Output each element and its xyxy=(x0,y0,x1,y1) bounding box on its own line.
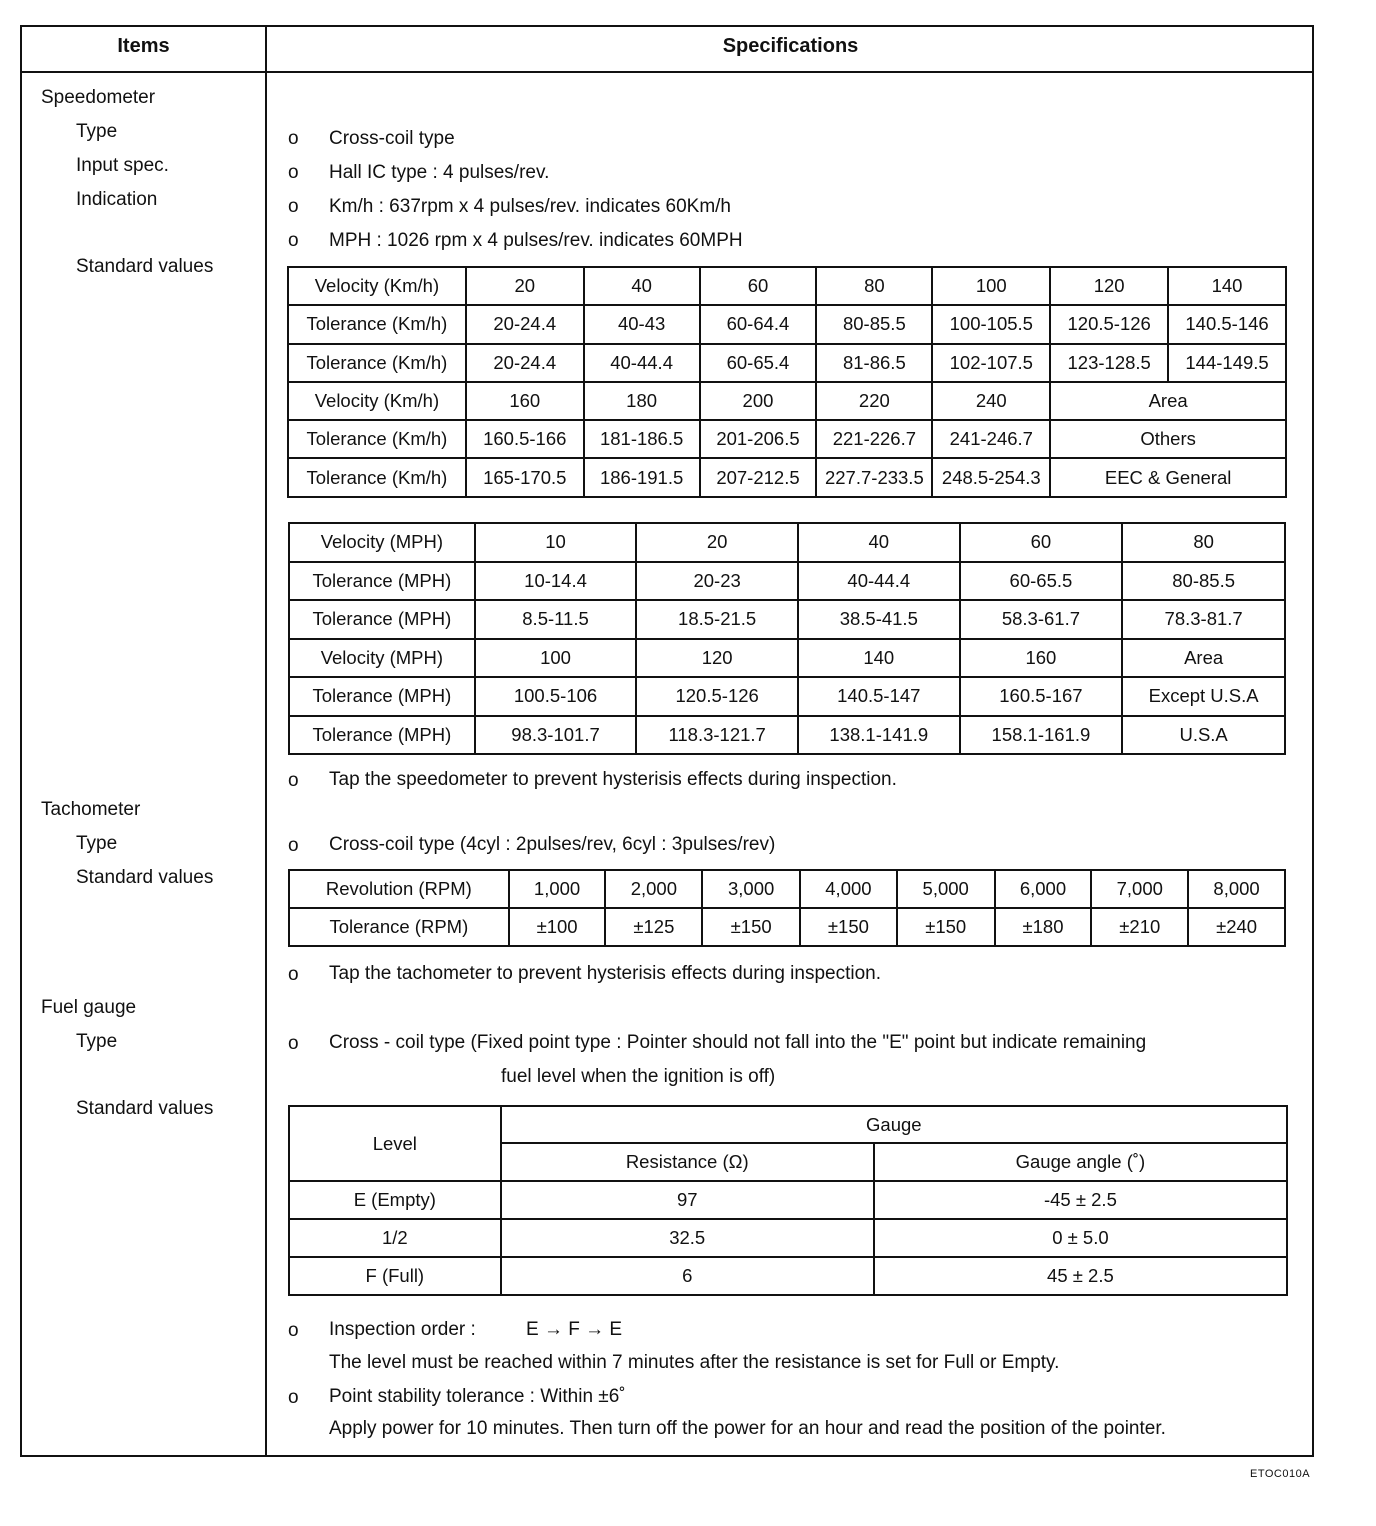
table-cell: 207-212.5 xyxy=(700,458,817,496)
table-cell: 10-14.4 xyxy=(475,562,637,601)
table-cell: 180 xyxy=(584,382,700,420)
angle-cell: 45 ± 2.5 xyxy=(874,1257,1287,1295)
table-cell: Area xyxy=(1122,639,1285,678)
bullet: o xyxy=(288,1033,299,1054)
table-cell: 201-206.5 xyxy=(700,420,817,458)
table-cell: 100-105.5 xyxy=(932,305,1050,343)
table-cell: Others xyxy=(1050,420,1286,458)
table-cell: 100 xyxy=(475,639,637,678)
fuel-level-cell: F (Full) xyxy=(289,1257,501,1295)
figure-code: ETOC010A xyxy=(1250,1468,1311,1480)
table-row xyxy=(289,639,1285,678)
table-cell: 20 xyxy=(466,267,584,305)
tachometer-type-label: Type xyxy=(76,833,118,854)
table-cell: 241-246.7 xyxy=(932,420,1050,458)
bullet: o xyxy=(288,770,299,791)
table-cell: 200 xyxy=(700,382,817,420)
bullet: o xyxy=(288,162,299,183)
tachometer-title: Tachometer xyxy=(41,799,141,820)
table-row xyxy=(289,523,1285,562)
table-cell: 220 xyxy=(816,382,932,420)
speedometer-input: Hall IC type : 4 pulses/rev. xyxy=(329,162,550,183)
fuel-title: Fuel gauge xyxy=(41,997,137,1018)
table-cell: Except U.S.A xyxy=(1122,677,1285,716)
fuel-gauge-table xyxy=(288,1105,1288,1296)
table-cell: 120 xyxy=(636,639,798,678)
table-cell: 8.5-11.5 xyxy=(475,600,637,639)
table-cell: 80-85.5 xyxy=(1122,562,1285,601)
row-header-cell: Tolerance (MPH) xyxy=(289,677,475,716)
speedometer-indication-kmh: Km/h : 637rpm x 4 pulses/rev. indicates 60Km/h xyxy=(329,196,731,217)
table-cell: 118.3-121.7 xyxy=(636,716,798,755)
resistance-cell: 6 xyxy=(501,1257,874,1295)
table-cell: 120.5-126 xyxy=(1050,305,1168,343)
table-cell: 20 xyxy=(636,523,798,562)
speedometer-standard-label: Standard values xyxy=(76,256,214,277)
fuel-level-cell: E (Empty) xyxy=(289,1181,501,1219)
table-cell: 140 xyxy=(1168,267,1286,305)
table-cell: 160.5-167 xyxy=(960,677,1123,716)
table-cell: 58.3-61.7 xyxy=(960,600,1123,639)
tachometer-tolerance-table xyxy=(288,869,1286,947)
table-cell: 165-170.5 xyxy=(466,458,584,496)
mph-tolerance-table xyxy=(288,522,1286,755)
table-cell: 40 xyxy=(584,267,700,305)
specifications-header: Specifications xyxy=(722,35,859,57)
table-cell: 140.5-147 xyxy=(798,677,960,716)
table-cell: 20-24.4 xyxy=(466,305,584,343)
speedometer-note: Tap the speedometer to prevent hysterisis effects during inspection. xyxy=(329,769,897,790)
table-cell: 20-23 xyxy=(636,562,798,601)
table-cell: 81-86.5 xyxy=(816,344,932,382)
row-header-cell: Velocity (MPH) xyxy=(289,523,475,562)
speedometer-type-label: Type xyxy=(76,121,118,142)
table-cell: 60-65.4 xyxy=(700,344,817,382)
table-cell: 8,000 xyxy=(1188,870,1285,908)
table-cell: 40-44.4 xyxy=(798,562,960,601)
items-header: Items xyxy=(117,35,170,57)
tachometer-note: Tap the tachometer to prevent hysterisis effects during inspection. xyxy=(329,963,882,984)
table-row xyxy=(288,458,1286,496)
table-cell: Area xyxy=(1050,382,1286,420)
table-cell: 100.5-106 xyxy=(475,677,637,716)
table-cell: 120.5-126 xyxy=(636,677,798,716)
resistance-cell: 32.5 xyxy=(501,1219,874,1257)
row-header-cell: Tolerance (Km/h) xyxy=(288,305,466,343)
table-row xyxy=(289,908,1285,946)
table-row xyxy=(289,716,1285,755)
table-cell: 98.3-101.7 xyxy=(475,716,637,755)
table-cell: 240 xyxy=(932,382,1050,420)
table-cell: 80-85.5 xyxy=(816,305,932,343)
table-cell: 80 xyxy=(1122,523,1285,562)
tachometer-type: Cross-coil type (4cyl : 2pulses/rev, 6cyl : 3pulses/rev) xyxy=(329,834,776,855)
inspection-order-label: Inspection order : xyxy=(329,1319,476,1340)
row-header-cell: Tolerance (MPH) xyxy=(289,600,475,639)
table-cell: ±150 xyxy=(897,908,995,946)
bullet: o xyxy=(288,964,299,985)
table-cell: 181-186.5 xyxy=(584,420,700,458)
row-header-cell: Tolerance (Km/h) xyxy=(288,458,466,496)
table-cell: 158.1-161.9 xyxy=(960,716,1123,755)
gauge-header: Gauge xyxy=(501,1106,1287,1143)
speedometer-indication-label: Indication xyxy=(76,189,158,210)
column-divider xyxy=(265,25,267,1457)
table-cell: 78.3-81.7 xyxy=(1122,600,1285,639)
row-header-cell: Velocity (Km/h) xyxy=(288,382,466,420)
row-header-cell: Velocity (Km/h) xyxy=(288,267,466,305)
inspection-order-note: The level must be reached within 7 minutes after the resistance is set for Full or Empty. xyxy=(329,1352,1060,1373)
fuel-type-label: Type xyxy=(76,1031,118,1052)
bullet: o xyxy=(288,230,299,251)
fuel-standard-label: Standard values xyxy=(76,1098,214,1119)
row-header-cell: Tolerance (Km/h) xyxy=(288,420,466,458)
row-header-cell: Tolerance (RPM) xyxy=(289,908,509,946)
row-header-cell: Revolution (RPM) xyxy=(289,870,509,908)
fuel-type-line1: Cross - coil type (Fixed point type : Pointer should not fall into the "E" point but indicate remaining xyxy=(329,1032,1147,1053)
table-row xyxy=(288,267,1286,305)
resistance-cell: 97 xyxy=(501,1181,874,1219)
header-divider xyxy=(20,71,1314,73)
table-cell: 40-43 xyxy=(584,305,700,343)
table-row xyxy=(289,677,1285,716)
kmh-tolerance-table xyxy=(287,266,1287,498)
bullet: o xyxy=(288,128,299,149)
table-cell: 138.1-141.9 xyxy=(798,716,960,755)
table-cell: 6,000 xyxy=(995,870,1092,908)
speedometer-input-label: Input spec. xyxy=(76,155,169,176)
speedometer-title: Speedometer xyxy=(41,87,156,108)
fuel-level-cell: 1/2 xyxy=(289,1219,501,1257)
table-cell: 160 xyxy=(960,639,1123,678)
table-cell: 40-44.4 xyxy=(584,344,700,382)
table-cell: ±210 xyxy=(1091,908,1188,946)
speedometer-type: Cross-coil type xyxy=(329,128,455,149)
angle-header: Gauge angle (˚) xyxy=(874,1143,1287,1181)
table-cell: 140 xyxy=(798,639,960,678)
table-row xyxy=(288,305,1286,343)
table-cell: 227.7-233.5 xyxy=(816,458,932,496)
row-header-cell: Velocity (MPH) xyxy=(289,639,475,678)
table-cell: 1,000 xyxy=(509,870,606,908)
table-cell: 2,000 xyxy=(605,870,702,908)
table-cell: 120 xyxy=(1050,267,1168,305)
table-row xyxy=(288,344,1286,382)
table-cell: 140.5-146 xyxy=(1168,305,1286,343)
table-row xyxy=(289,562,1285,601)
table-cell: ±150 xyxy=(800,908,897,946)
row-header-cell: Tolerance (MPH) xyxy=(289,716,475,755)
table-cell: U.S.A xyxy=(1122,716,1285,755)
level-header: Level xyxy=(289,1106,501,1181)
table-cell: 100 xyxy=(932,267,1050,305)
table-cell: 60-65.5 xyxy=(960,562,1123,601)
table-cell: EEC & General xyxy=(1050,458,1286,496)
table-cell: 248.5-254.3 xyxy=(932,458,1050,496)
row-header-cell: Tolerance (MPH) xyxy=(289,562,475,601)
table-cell: ±180 xyxy=(995,908,1092,946)
table-row xyxy=(288,382,1286,420)
table-row xyxy=(289,600,1285,639)
bullet: o xyxy=(288,835,299,856)
angle-cell: -45 ± 2.5 xyxy=(874,1181,1287,1219)
tachometer-standard-label: Standard values xyxy=(76,867,214,888)
table-cell: 60 xyxy=(960,523,1123,562)
bullet: o xyxy=(288,1387,299,1408)
angle-cell: 0 ± 5.0 xyxy=(874,1219,1287,1257)
table-cell: 18.5-21.5 xyxy=(636,600,798,639)
table-cell: 186-191.5 xyxy=(584,458,700,496)
fuel-type-line2: fuel level when the ignition is off) xyxy=(501,1066,776,1087)
stability-tolerance: Point stability tolerance : Within ±6˚ xyxy=(329,1386,626,1407)
table-cell: 20-24.4 xyxy=(466,344,584,382)
table-cell: ±100 xyxy=(509,908,606,946)
table-cell: ±150 xyxy=(702,908,800,946)
table-cell: 160 xyxy=(466,382,584,420)
table-cell: 160.5-166 xyxy=(466,420,584,458)
row-header-cell: Tolerance (Km/h) xyxy=(288,344,466,382)
table-cell: 4,000 xyxy=(800,870,897,908)
table-cell: 38.5-41.5 xyxy=(798,600,960,639)
table-row xyxy=(288,420,1286,458)
table-cell: 102-107.5 xyxy=(932,344,1050,382)
speedometer-indication-mph: MPH : 1026 rpm x 4 pulses/rev. indicates 60MPH xyxy=(329,230,743,251)
bullet: o xyxy=(288,196,299,217)
resistance-header: Resistance (Ω) xyxy=(501,1143,874,1181)
table-cell: 5,000 xyxy=(897,870,995,908)
table-cell: 123-128.5 xyxy=(1050,344,1168,382)
table-cell: 60 xyxy=(700,267,817,305)
table-row xyxy=(289,870,1285,908)
table-cell: 80 xyxy=(816,267,932,305)
table-cell: ±240 xyxy=(1188,908,1285,946)
table-cell: 60-64.4 xyxy=(700,305,817,343)
table-cell: 144-149.5 xyxy=(1168,344,1286,382)
table-cell: 221-226.7 xyxy=(816,420,932,458)
table-cell: 3,000 xyxy=(702,870,800,908)
table-cell: 10 xyxy=(475,523,637,562)
bullet: o xyxy=(288,1320,299,1341)
stability-note: Apply power for 10 minutes. Then turn off the power for an hour and read the position of the pointer. xyxy=(329,1418,1166,1439)
table-cell: 40 xyxy=(798,523,960,562)
table-cell: 7,000 xyxy=(1091,870,1188,908)
inspection-order-sequence: E → F → E xyxy=(526,1319,623,1340)
table-cell: ±125 xyxy=(605,908,702,946)
